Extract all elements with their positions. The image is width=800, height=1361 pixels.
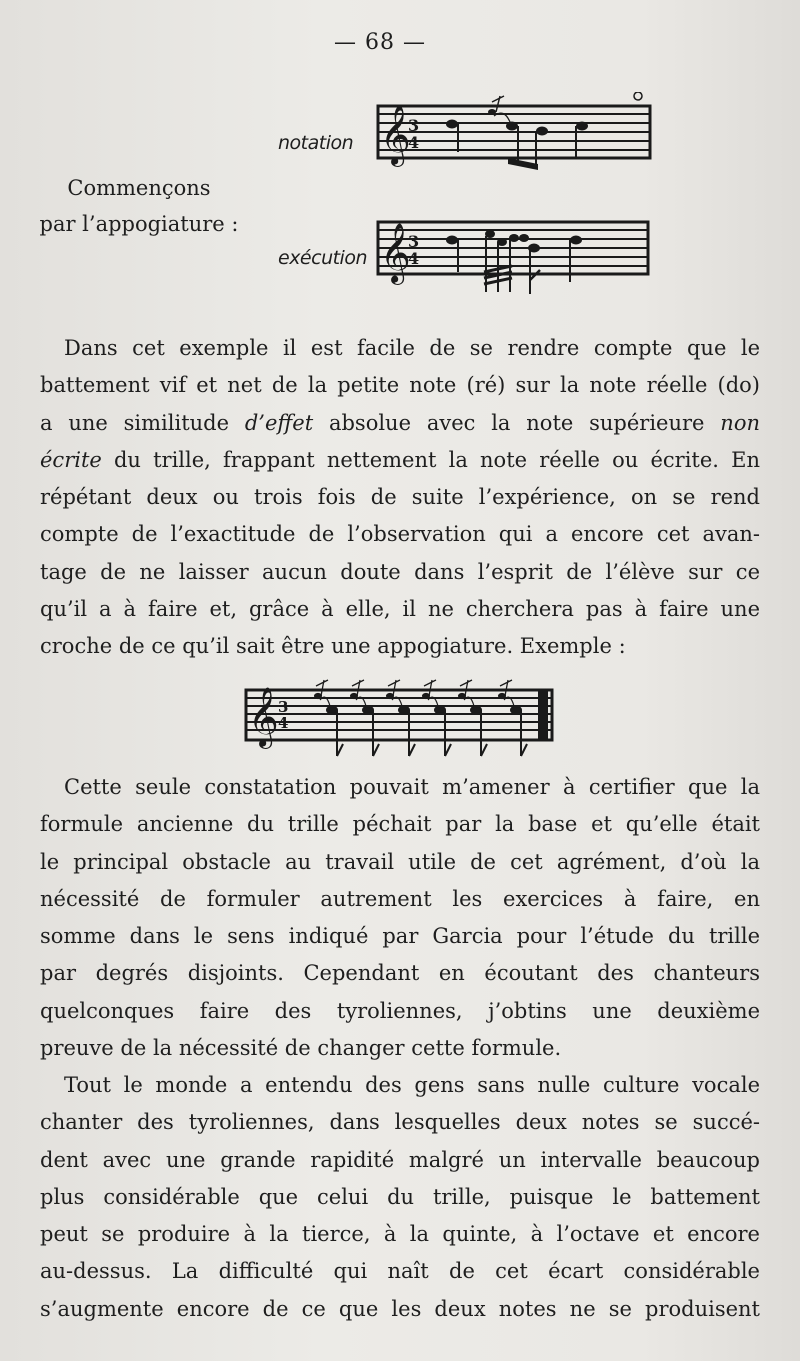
text-line: qu’il a à faire et, grâce à elle, il ne cherchera pas à faire une [40,597,760,622]
text-line: formule ancienne du trille péchait par la base et qu’elle était [40,812,760,837]
text-line: nécessité de formuler autrement les exercices à faire, en [40,886,760,911]
execution-label: exécution [278,247,368,269]
paragraph-1 [40,330,760,666]
text-line: par degrés disjoints. Cependant en écoutant des chanteurs [40,961,760,986]
text-line: Cette seule constatation pouvait m’amener à certifier que la [64,775,760,799]
execution-staff [376,210,652,298]
text-line: le principal obstacle au travail utile de cet agrément, d’où la [40,849,760,874]
svg-text:3: 3 [278,698,289,716]
text-line: preuve de la nécessité de changer cette formule. [40,1036,562,1061]
svg-text:4: 4 [408,249,420,268]
text-line: tage de ne laisser aucun doute dans l’esprit de l’élève sur ce [40,559,760,584]
text-line: répétant deux ou trois fois de suite l’expérience, on se rend [40,485,760,510]
svg-text:4: 4 [408,133,420,152]
notation-staff [376,92,652,172]
text-line: dent avec une grande rapidité malgré un intervalle beaucoup [40,1147,760,1172]
svg-text:𝄞: 𝄞 [248,687,279,747]
svg-text:3: 3 [408,116,420,135]
svg-text:4: 4 [278,714,289,732]
text-line: chanter des tyroliennes, dans lesquelles deux notes se succé- [40,1110,760,1135]
text-line: écrite du trille, frappant nettement la note réelle ou écrite. En [40,447,760,472]
text-line: somme dans le sens indiqué par Garcia pour l’étude du trille [40,924,760,949]
text-line: au-dessus. La difficulté qui naît de cet écart considérable [40,1259,760,1284]
paragraph-3 [40,1067,760,1328]
page-number: — 68 — [334,30,426,55]
svg-text:3: 3 [408,232,420,251]
svg-text:𝄞: 𝄞 [380,223,411,283]
intro-line-1: Commençons [67,176,211,200]
notation-label: notation [278,132,354,154]
text-line: s’augmente encore de ce que les deux notes ne se produisent [40,1296,760,1321]
text-line: battement vif et net de la petite note (ré) sur la note réelle (do) [40,373,760,398]
text-line: Tout le monde a entendu des gens sans nulle culture vocale [64,1073,760,1097]
paragraph-2 [40,769,760,1067]
text-line: compte de l’exactitude de l’observation qui a encore cet avan- [40,522,760,547]
text-line: plus considérable que celui du trille, puisque le battement [40,1184,760,1209]
text-line: peut se produire à la tierce, à la quinte, à l’octave et encore [40,1222,760,1247]
text-line: croche de ce qu’il sait être une appogiature. Exemple : [40,634,626,659]
text-line: quelconques faire des tyroliennes, j’obtins une deuxième [40,998,760,1023]
trill-example-staff [244,672,556,758]
svg-text:𝄞: 𝄞 [380,105,411,165]
text-line: a une similitude d’effet absolue avec la note supérieure non [40,410,760,435]
intro-label [34,170,244,242]
text-line: Dans cet exemple il est facile de se rendre compte que le [64,336,760,360]
intro-line-2: par l’appogiature : [39,212,239,236]
